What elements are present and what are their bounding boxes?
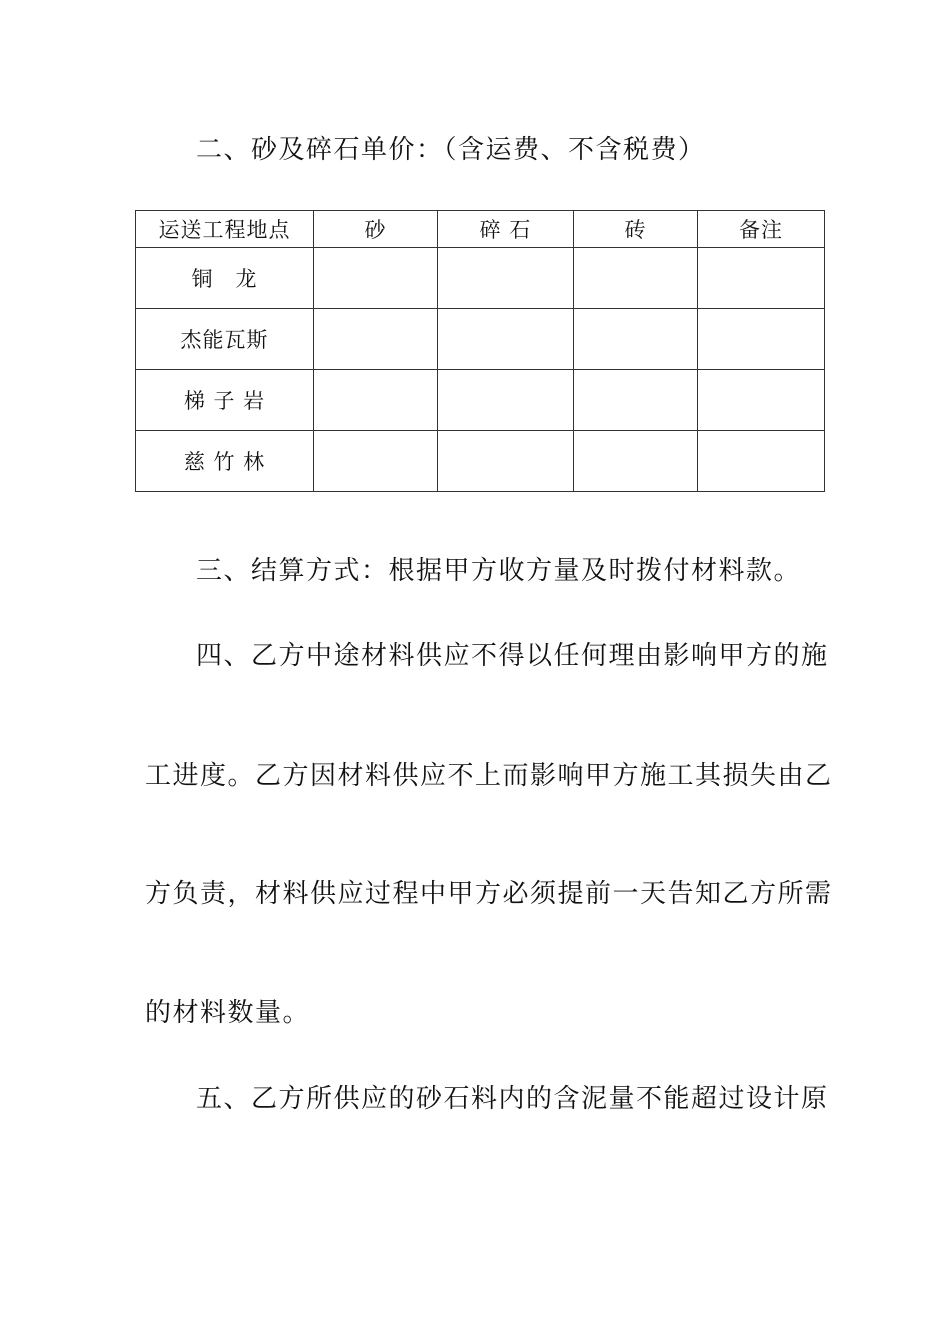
sand-cell bbox=[314, 309, 438, 370]
brick-cell bbox=[574, 309, 698, 370]
location-cell: 梯 子 岩 bbox=[136, 370, 314, 431]
brick-cell bbox=[574, 248, 698, 309]
header-sand: 砂 bbox=[314, 211, 438, 248]
table-row bbox=[136, 431, 825, 492]
location-cell: 杰能瓦斯 bbox=[136, 309, 314, 370]
header-gravel: 碎 石 bbox=[438, 211, 574, 248]
remarks-cell bbox=[698, 431, 825, 492]
header-brick: 砖 bbox=[574, 211, 698, 248]
location-cell: 铜 龙 bbox=[136, 248, 314, 309]
table-header-row bbox=[136, 211, 825, 248]
remarks-cell bbox=[698, 309, 825, 370]
supply-paragraph-line-4: 的材料数量。 bbox=[145, 998, 311, 1028]
gravel-cell bbox=[438, 431, 574, 492]
table-row bbox=[136, 309, 825, 370]
header-location: 运送工程地点 bbox=[136, 211, 314, 248]
brick-cell bbox=[574, 431, 698, 492]
remarks-cell bbox=[698, 370, 825, 431]
location-cell: 慈 竹 林 bbox=[136, 431, 314, 492]
gravel-cell bbox=[438, 309, 574, 370]
gravel-cell bbox=[438, 370, 574, 431]
brick-cell bbox=[574, 370, 698, 431]
price-table bbox=[135, 210, 825, 492]
sand-cell bbox=[314, 370, 438, 431]
sand-cell bbox=[314, 248, 438, 309]
gravel-cell bbox=[438, 248, 574, 309]
remarks-cell bbox=[698, 248, 825, 309]
sand-cell bbox=[314, 431, 438, 492]
settlement-paragraph: 三、结算方式：根据甲方收方量及时拨付材料款。 bbox=[196, 556, 802, 586]
header-remarks: 备注 bbox=[698, 211, 825, 248]
supply-paragraph-line-1: 四、乙方中途材料供应不得以任何理由影响甲方的施 bbox=[196, 641, 829, 671]
section-heading-2: 二、砂及碎石单价：（含运费、不含税费） bbox=[196, 135, 706, 165]
table-row bbox=[136, 370, 825, 431]
mud-content-paragraph: 五、乙方所供应的砂石料内的含泥量不能超过设计原 bbox=[196, 1084, 829, 1114]
supply-paragraph-line-3: 方负责，材料供应过程中甲方必须提前一天告知乙方所需 bbox=[145, 879, 833, 909]
supply-paragraph-line-2: 工进度。乙方因材料供应不上而影响甲方施工其损失由乙 bbox=[145, 761, 833, 791]
table-row bbox=[136, 248, 825, 309]
